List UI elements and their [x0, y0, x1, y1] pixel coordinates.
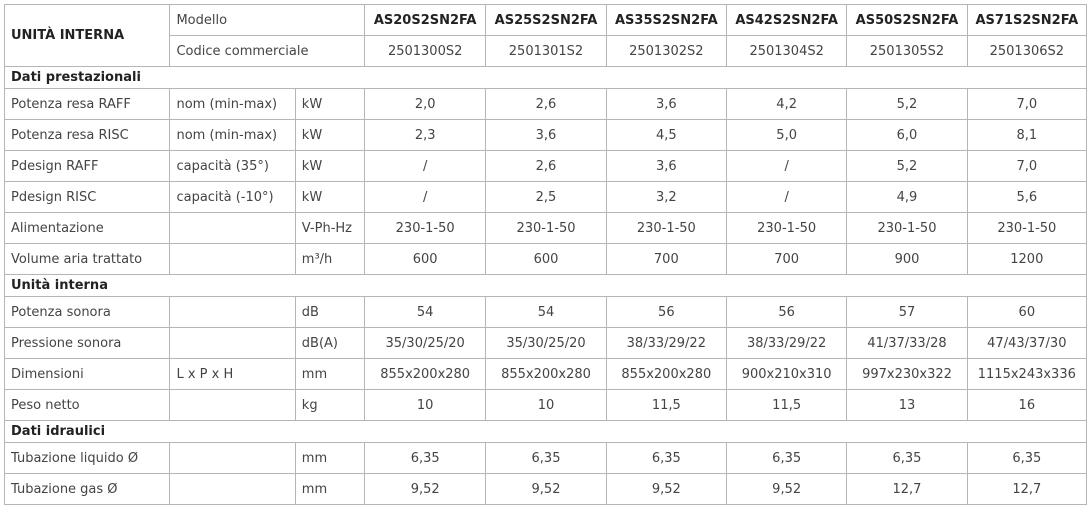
table-cell: 6,35 [726, 443, 846, 474]
table-cell: 38/33/29/22 [726, 328, 846, 359]
table-row [5, 390, 1087, 421]
row-condition [170, 474, 295, 505]
table-cell: 855x200x280 [486, 359, 606, 390]
table-cell: 56 [606, 297, 726, 328]
row-unit: kg [295, 390, 364, 421]
row-unit: m³/h [295, 244, 364, 275]
row-condition: capacità (-10°) [170, 182, 295, 213]
model-name: AS42S2SN2FA [726, 5, 846, 36]
row-label: Pdesign RISC [5, 182, 170, 213]
table-cell: 11,5 [606, 390, 726, 421]
table-cell: / [726, 151, 846, 182]
table-row [5, 213, 1087, 244]
row-condition: nom (min-max) [170, 120, 295, 151]
row-condition [170, 328, 295, 359]
table-cell: 700 [606, 244, 726, 275]
table-row [5, 120, 1087, 151]
table-cell: 41/37/33/28 [847, 328, 967, 359]
model-row [5, 5, 1087, 36]
table-cell: 855x200x280 [365, 359, 486, 390]
model-name: AS25S2SN2FA [486, 5, 606, 36]
table-row [5, 443, 1087, 474]
table-cell: 997x230x322 [847, 359, 967, 390]
row-unit: dB [295, 297, 364, 328]
table-row [5, 244, 1087, 275]
table-cell: 900 [847, 244, 967, 275]
section-row [5, 67, 1087, 89]
table-cell: 9,52 [486, 474, 606, 505]
row-condition [170, 390, 295, 421]
table-cell: / [365, 151, 486, 182]
row-condition [170, 297, 295, 328]
table-row [5, 89, 1087, 120]
row-unit: mm [295, 474, 364, 505]
row-unit: kW [295, 182, 364, 213]
model-name: AS20S2SN2FA [365, 5, 486, 36]
table-cell: 4,2 [726, 89, 846, 120]
table-cell: 10 [365, 390, 486, 421]
table-title: UNITÀ INTERNA [5, 5, 170, 67]
row-label: Dimensioni [5, 359, 170, 390]
table-cell: 8,1 [967, 120, 1086, 151]
table-cell: 6,35 [606, 443, 726, 474]
row-label: Alimentazione [5, 213, 170, 244]
table-cell: 600 [365, 244, 486, 275]
section-title: Dati prestazionali [5, 67, 1087, 89]
table-cell: 2,0 [365, 89, 486, 120]
row-condition: nom (min-max) [170, 89, 295, 120]
table-cell: 1115x243x336 [967, 359, 1086, 390]
row-label: Peso netto [5, 390, 170, 421]
table-cell: 2,6 [486, 151, 606, 182]
table-cell: 5,6 [967, 182, 1086, 213]
table-row [5, 151, 1087, 182]
table-cell: 6,35 [486, 443, 606, 474]
table-cell: 3,2 [606, 182, 726, 213]
table-cell: 6,35 [365, 443, 486, 474]
row-unit: V-Ph-Hz [295, 213, 364, 244]
table-cell: 56 [726, 297, 846, 328]
row-unit: mm [295, 359, 364, 390]
row-label: Potenza resa RISC [5, 120, 170, 151]
row-label: Potenza sonora [5, 297, 170, 328]
table-cell: 2,3 [365, 120, 486, 151]
table-cell: 3,6 [486, 120, 606, 151]
table-cell: 5,2 [847, 151, 967, 182]
table-cell: 5,0 [726, 120, 846, 151]
table-cell: 4,9 [847, 182, 967, 213]
table-cell: 855x200x280 [606, 359, 726, 390]
row-condition [170, 443, 295, 474]
table-cell: 230-1-50 [606, 213, 726, 244]
row-label: Potenza resa RAFF [5, 89, 170, 120]
table-cell: 47/43/37/30 [967, 328, 1086, 359]
table-cell: 57 [847, 297, 967, 328]
commercial-code: 2501306S2 [967, 36, 1086, 67]
table-cell: 900x210x310 [726, 359, 846, 390]
table-row [5, 474, 1087, 505]
table-cell: 11,5 [726, 390, 846, 421]
table-cell: 1200 [967, 244, 1086, 275]
section-title: Unità interna [5, 275, 1087, 297]
table-cell: / [726, 182, 846, 213]
commercial-code: 2501300S2 [365, 36, 486, 67]
table-cell: 35/30/25/20 [365, 328, 486, 359]
commercial-code: 2501301S2 [486, 36, 606, 67]
table-cell: 10 [486, 390, 606, 421]
section-row [5, 275, 1087, 297]
row-label: Tubazione gas Ø [5, 474, 170, 505]
spec-table [4, 4, 1087, 505]
row-unit: kW [295, 120, 364, 151]
table-cell: 3,6 [606, 89, 726, 120]
table-cell: 12,7 [847, 474, 967, 505]
row-label: Tubazione liquido Ø [5, 443, 170, 474]
table-cell: 230-1-50 [967, 213, 1086, 244]
table-cell: 12,7 [967, 474, 1086, 505]
commercial-code: 2501305S2 [847, 36, 967, 67]
table-cell: 2,6 [486, 89, 606, 120]
table-cell: 6,35 [967, 443, 1086, 474]
model-name: AS71S2SN2FA [967, 5, 1086, 36]
model-name: AS50S2SN2FA [847, 5, 967, 36]
spec-table-body [5, 5, 1087, 505]
table-cell: 54 [486, 297, 606, 328]
table-cell: 7,0 [967, 151, 1086, 182]
commercial-code: 2501304S2 [726, 36, 846, 67]
table-cell: 6,35 [847, 443, 967, 474]
table-cell: 16 [967, 390, 1086, 421]
table-cell: / [365, 182, 486, 213]
section-row [5, 421, 1087, 443]
table-cell: 600 [486, 244, 606, 275]
table-cell: 2,5 [486, 182, 606, 213]
table-cell: 60 [967, 297, 1086, 328]
table-cell: 230-1-50 [486, 213, 606, 244]
table-cell: 5,2 [847, 89, 967, 120]
table-cell: 3,6 [606, 151, 726, 182]
row-condition [170, 213, 295, 244]
table-cell: 4,5 [606, 120, 726, 151]
row-label: Pdesign RAFF [5, 151, 170, 182]
row-unit: mm [295, 443, 364, 474]
table-cell: 35/30/25/20 [486, 328, 606, 359]
table-cell: 38/33/29/22 [606, 328, 726, 359]
row-label: Pressione sonora [5, 328, 170, 359]
table-cell: 54 [365, 297, 486, 328]
row-unit: kW [295, 151, 364, 182]
table-cell: 230-1-50 [365, 213, 486, 244]
table-cell: 9,52 [606, 474, 726, 505]
row-label: Volume aria trattato [5, 244, 170, 275]
table-row [5, 328, 1087, 359]
section-title: Dati idraulici [5, 421, 1087, 443]
model-name: AS35S2SN2FA [606, 5, 726, 36]
row-condition: L x P x H [170, 359, 295, 390]
row-unit: kW [295, 89, 364, 120]
table-cell: 6,0 [847, 120, 967, 151]
code-label: Codice commerciale [170, 36, 365, 67]
table-row [5, 359, 1087, 390]
table-cell: 13 [847, 390, 967, 421]
table-cell: 9,52 [365, 474, 486, 505]
row-condition: capacità (35°) [170, 151, 295, 182]
row-unit: dB(A) [295, 328, 364, 359]
table-row [5, 297, 1087, 328]
row-condition [170, 244, 295, 275]
table-cell: 230-1-50 [847, 213, 967, 244]
table-cell: 9,52 [726, 474, 846, 505]
model-label: Modello [170, 5, 365, 36]
table-cell: 230-1-50 [726, 213, 846, 244]
commercial-code: 2501302S2 [606, 36, 726, 67]
table-cell: 700 [726, 244, 846, 275]
table-cell: 7,0 [967, 89, 1086, 120]
table-row [5, 182, 1087, 213]
